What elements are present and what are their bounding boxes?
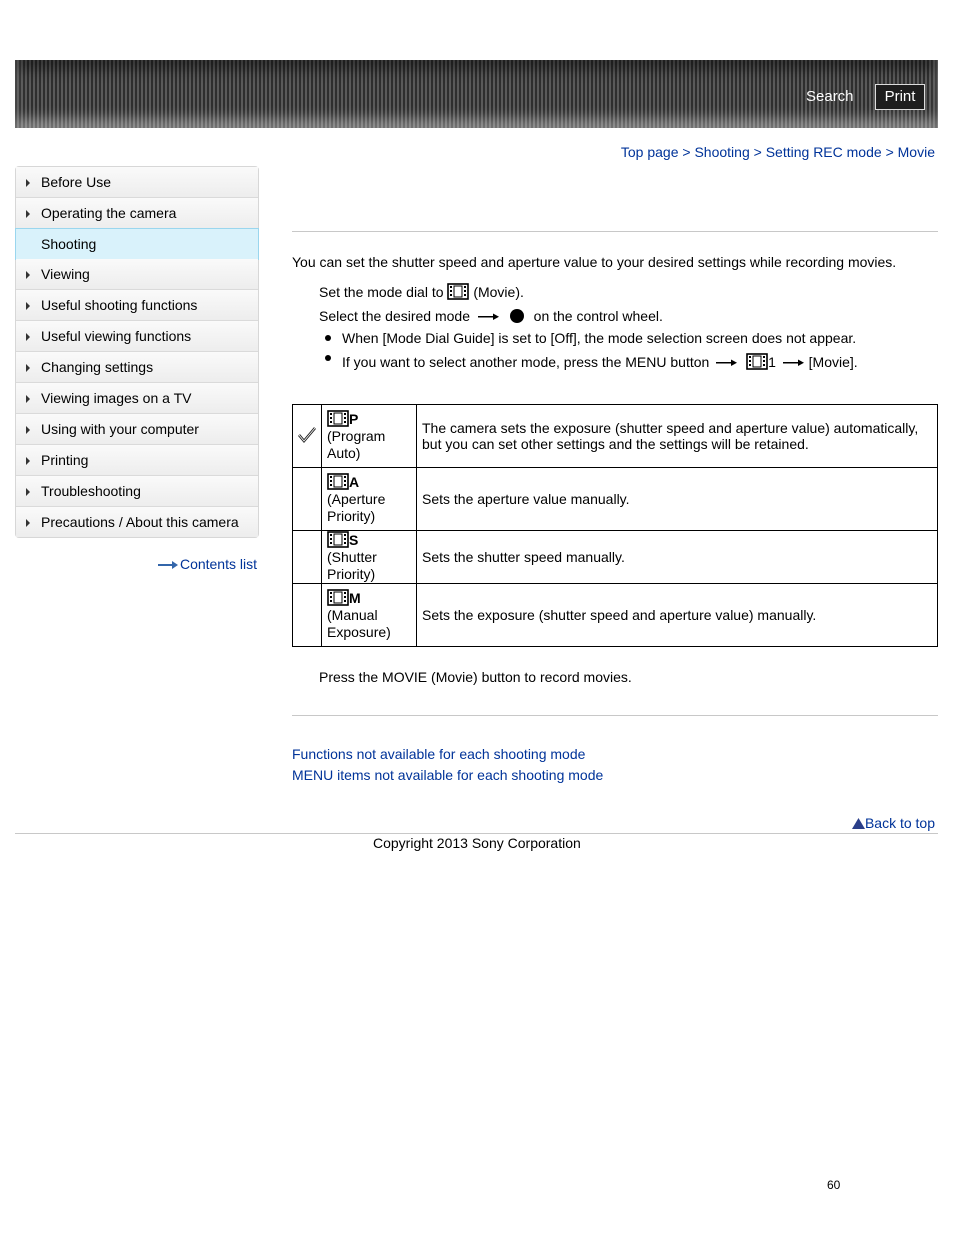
sidebar-item-label: Before Use (41, 174, 112, 190)
page-number: 60 (827, 1178, 841, 1192)
mode-letter: S (349, 532, 359, 548)
movie-icon (327, 589, 349, 606)
search-button[interactable]: Search (806, 88, 854, 105)
mode-description: Sets the shutter speed manually. (417, 531, 938, 584)
page-header (15, 60, 938, 128)
chevron-right-icon (26, 488, 30, 496)
breadcrumb-separator: > (682, 144, 691, 160)
table-row (293, 468, 938, 531)
sidebar-nav (15, 166, 259, 538)
related-divider (292, 715, 938, 716)
chevron-right-icon (26, 519, 30, 527)
sidebar-item-label: Shooting (41, 236, 97, 252)
mode-name-cell: A (Aperture Priority) (322, 468, 417, 531)
contents-list-label: Contents list (179, 556, 257, 572)
mode-description: The camera sets the exposure (shutter speed and aperture value) automatically, but you can set other settings and the settings will be retained. (417, 405, 938, 468)
breadcrumb-top-page[interactable]: Top page (620, 144, 679, 160)
contents-list-link[interactable] (158, 556, 257, 572)
mode-description: Sets the exposure (shutter speed and aperture value) manually. (417, 584, 938, 647)
movie-icon (327, 531, 349, 548)
movie-icon (327, 410, 349, 427)
sidebar-item-useful-shooting-functions[interactable] (16, 290, 258, 321)
breadcrumb-separator: > (885, 144, 894, 160)
chevron-right-icon (26, 179, 30, 187)
note-bullet-2: If you want to select another mode, press the MENU button 1 [Movie]. (342, 353, 858, 370)
step-2: Select the desired mode on the control wheel. (319, 308, 663, 324)
arrow-right-icon (158, 561, 178, 569)
sidebar-item-useful-viewing-functions[interactable] (16, 321, 258, 352)
breadcrumb-setting-rec-mode[interactable]: Setting REC mode (765, 144, 882, 160)
sidebar-item-before-use[interactable] (16, 167, 258, 198)
sidebar-item-label: Operating the camera (41, 205, 177, 221)
breadcrumb-shooting[interactable]: Shooting (694, 144, 750, 160)
mode-name-cell: S (Shutter Priority) (322, 531, 417, 584)
step-1: Set the mode dial to (Movie). (319, 284, 524, 300)
chevron-right-icon (26, 271, 30, 279)
mode-letter: A (349, 474, 360, 490)
check-cell (293, 584, 322, 647)
movie-icon (327, 473, 349, 490)
record-dot-icon (510, 309, 524, 323)
check-cell (293, 405, 322, 468)
sidebar-item-label: Troubleshooting (41, 483, 141, 499)
sidebar-item-label: Viewing images on a TV (41, 390, 192, 406)
intro-text: You can set the shutter speed and aperture value to your desired settings while recording movies. (292, 254, 897, 270)
chevron-right-icon (26, 395, 30, 403)
related-link-functions-not-available[interactable]: Functions not available for each shooting mode (292, 746, 586, 762)
back-to-top-label: Back to top (864, 815, 935, 831)
chevron-right-icon (26, 333, 30, 341)
mode-description: Sets the aperture value manually. (417, 468, 938, 531)
mode-letter: P (349, 411, 359, 427)
sidebar-item-viewing-images-on-tv[interactable] (16, 383, 258, 414)
mode-letter: M (349, 590, 361, 606)
check-cell (293, 468, 322, 531)
sidebar-item-changing-settings[interactable] (16, 352, 258, 383)
title-divider (292, 231, 938, 232)
mode-name-cell: P (Program Auto) (322, 405, 417, 468)
table-row (293, 531, 938, 584)
sidebar-item-label: Using with your computer (41, 421, 199, 437)
copyright: Copyright 2013 Sony Corporation (373, 835, 581, 851)
checkmark-icon (297, 426, 317, 444)
sidebar-item-label: Precautions / About this camera (41, 514, 239, 530)
chevron-right-icon (26, 426, 30, 434)
sidebar-item-printing[interactable] (16, 445, 258, 476)
footer-divider (15, 833, 938, 834)
movie-modes-table (292, 404, 938, 647)
bullet-icon (325, 335, 331, 341)
sidebar-item-label: Viewing (41, 266, 90, 282)
related-link-menu-items-not-available[interactable]: MENU items not available for each shooting mode (292, 767, 604, 783)
breadcrumb (621, 144, 935, 160)
breadcrumb-separator: > (753, 144, 762, 160)
step-3: Press the MOVIE (Movie) button to record movies. (319, 669, 632, 685)
movie-mode-icon (447, 283, 469, 300)
chevron-right-icon (26, 210, 30, 218)
table-row (293, 584, 938, 647)
breadcrumb-movie[interactable]: Movie (897, 144, 935, 160)
bullet-icon (325, 355, 331, 361)
triangle-up-icon (852, 818, 865, 829)
table-row (293, 405, 938, 468)
check-cell (293, 531, 322, 584)
chevron-right-icon (26, 302, 30, 310)
sidebar-item-viewing[interactable] (16, 259, 258, 290)
sidebar-item-label: Changing settings (41, 359, 154, 375)
sidebar-item-operating-the-camera[interactable] (16, 198, 258, 229)
sidebar-item-label: Useful shooting functions (41, 297, 198, 313)
chevron-right-icon (26, 457, 30, 465)
back-to-top-link[interactable] (852, 815, 935, 831)
sidebar-item-label: Printing (41, 452, 89, 468)
arrow-right-icon (716, 359, 738, 367)
chevron-right-icon (26, 364, 30, 372)
sidebar-item-shooting[interactable] (15, 228, 259, 260)
sidebar-item-troubleshooting[interactable] (16, 476, 258, 507)
mode-name-cell: M (Manual Exposure) (322, 584, 417, 647)
arrow-right-icon (783, 359, 805, 367)
note-bullet-1: When [Mode Dial Guide] is set to [Off], the mode selection screen does not appear. (342, 330, 856, 346)
sidebar-item-precautions[interactable] (16, 507, 258, 537)
sidebar-item-label: Useful viewing functions (41, 328, 192, 344)
movie-menu-icon (746, 353, 768, 370)
print-button[interactable]: Print (875, 84, 925, 110)
arrow-right-icon (478, 313, 500, 321)
sidebar-item-using-with-computer[interactable] (16, 414, 258, 445)
